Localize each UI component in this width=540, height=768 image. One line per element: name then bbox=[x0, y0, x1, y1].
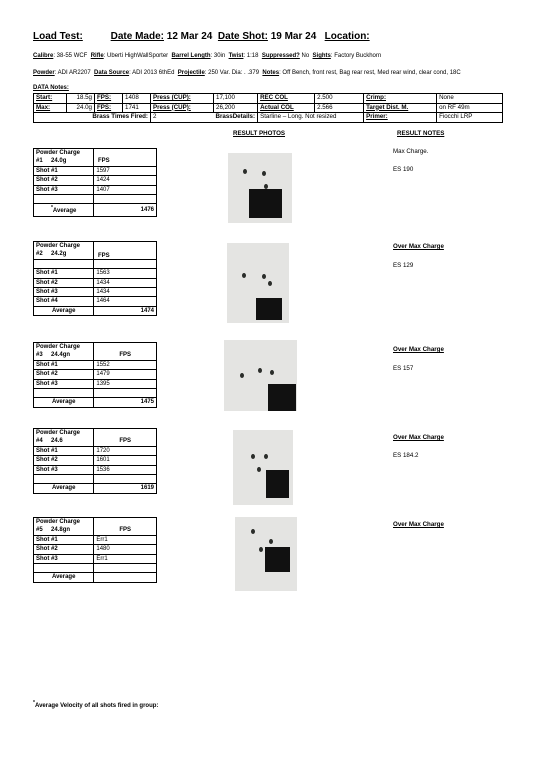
fps-header: FPS bbox=[98, 253, 110, 259]
average-marker: * bbox=[50, 205, 53, 212]
shot-label: Shot #3 bbox=[34, 288, 94, 297]
charge-group-5-table bbox=[33, 517, 157, 583]
shot-fps: 1407 bbox=[94, 185, 157, 194]
projectile-label: Projectile bbox=[177, 70, 205, 76]
max-row bbox=[34, 103, 503, 113]
data-notes-label: DATA Notes: bbox=[33, 85, 69, 91]
max-fps-label: FPS: bbox=[95, 103, 123, 113]
shot-label: Shot #2 bbox=[34, 456, 94, 465]
primer-value: Fiocchi LRP bbox=[437, 113, 503, 123]
sights-value: : Factory Buckhorn bbox=[330, 53, 382, 59]
shot-fps: 1424 bbox=[94, 176, 157, 185]
start-press: 17,100 bbox=[214, 94, 258, 104]
start-press-label: Press (CUP): bbox=[151, 94, 214, 104]
shot-fps: Err1 bbox=[94, 554, 157, 563]
actual-col-label: Actual COL bbox=[258, 103, 315, 113]
max-press: 26,200 bbox=[214, 103, 258, 113]
notes-label: Notes bbox=[262, 70, 280, 76]
max-press-label: Press (CUP): bbox=[151, 103, 214, 113]
group-number: #5 bbox=[36, 527, 43, 534]
target-photo-1 bbox=[228, 153, 292, 223]
shot-label: Shot #3 bbox=[34, 465, 94, 474]
calibre-label: Calibre bbox=[33, 53, 54, 59]
start-row bbox=[34, 94, 503, 104]
brass-details-label: BrassDetails: bbox=[214, 113, 258, 123]
group-3-note-es: ES 157 bbox=[393, 365, 414, 372]
date-made-label: Date Made: bbox=[110, 31, 164, 42]
average-fps: 1619 bbox=[94, 484, 157, 493]
barrel-length-label: Barrel Length bbox=[171, 53, 211, 59]
shot-fps: 1597 bbox=[94, 166, 157, 175]
shot-label: Shot #2 bbox=[34, 176, 94, 185]
data-source-label: Data Source bbox=[94, 70, 130, 76]
result-notes-label: RESULT NOTES bbox=[397, 130, 445, 137]
rec-col-label: REC COL bbox=[258, 94, 315, 104]
document-title bbox=[33, 31, 370, 42]
average-label: Average bbox=[52, 208, 77, 215]
shot-label: Shot #3 bbox=[34, 379, 94, 388]
shot-fps: 1434 bbox=[94, 278, 157, 287]
twist-value: : 1:18 bbox=[243, 53, 259, 59]
target-dist-value: on RF 49m bbox=[437, 103, 503, 113]
shot-fps: 1552 bbox=[94, 360, 157, 369]
target-photo-3 bbox=[224, 340, 297, 411]
brass-row bbox=[34, 113, 503, 123]
group-number: #2 bbox=[36, 251, 43, 258]
projectile-value: : 250 Var. Dia: . .379 bbox=[204, 70, 260, 76]
shot-fps: 1536 bbox=[94, 465, 157, 474]
start-fps-label: FPS: bbox=[95, 94, 123, 104]
group-3-note-title: Over Max Charge bbox=[393, 346, 444, 353]
group-charge-label: Powder Charge bbox=[34, 518, 94, 527]
result-notes-header bbox=[397, 130, 444, 137]
target-photo-2 bbox=[227, 243, 289, 323]
start-label: Start: bbox=[34, 94, 67, 104]
rifle-info-line bbox=[33, 53, 381, 59]
group-charge: 24.0g bbox=[51, 158, 67, 165]
shot-fps: 1601 bbox=[94, 456, 157, 465]
load-data-table bbox=[33, 93, 503, 123]
average-label: Average bbox=[34, 306, 94, 315]
rifle-label: Rifle bbox=[90, 53, 104, 59]
shot-label: Shot #1 bbox=[34, 166, 94, 175]
group-charge-label: Powder Charge bbox=[34, 149, 94, 158]
primer-label: Primer: bbox=[364, 113, 437, 123]
charge-group-4-table bbox=[33, 428, 157, 494]
group-4-note-es: ES 184.2 bbox=[393, 452, 419, 459]
charge-group-3-table bbox=[33, 342, 157, 408]
footer-text: Average Velocity of all shots fired in group: bbox=[34, 703, 159, 709]
shot-fps: 1434 bbox=[94, 288, 157, 297]
brass-times-label: Brass Times Fired: bbox=[34, 113, 151, 123]
barrel-length-value: : 30in bbox=[210, 53, 226, 59]
start-charge: 18.5g bbox=[67, 94, 95, 104]
sights-label: Sights bbox=[312, 53, 331, 59]
location-label: Location: bbox=[324, 31, 370, 42]
shot-fps: 1720 bbox=[94, 446, 157, 455]
shot-label: Shot #2 bbox=[34, 278, 94, 287]
average-fps bbox=[94, 573, 157, 582]
group-charge-label: Powder Charge bbox=[34, 429, 94, 438]
notes-value: : Off Bench, front rest, Bag rear rest, Med rear wind, clear cond, 18C bbox=[279, 70, 461, 76]
crimp-value: None bbox=[437, 94, 503, 104]
actual-col: 2.566 bbox=[315, 103, 364, 113]
shot-fps: 1464 bbox=[94, 297, 157, 306]
group-charge-label: Powder Charge bbox=[34, 242, 94, 251]
date-made-value: 12 Mar 24 bbox=[166, 31, 213, 42]
load-test-label: Load Test: bbox=[33, 31, 83, 42]
average-fps: 1476 bbox=[94, 204, 157, 216]
group-charge: 24.8gn bbox=[51, 527, 71, 534]
brass-times-value: 2 bbox=[151, 113, 214, 123]
group-charge-label: Powder Charge bbox=[34, 343, 94, 352]
shot-label: Shot #2 bbox=[34, 370, 94, 379]
footer-note bbox=[33, 700, 158, 709]
shot-label: Shot #2 bbox=[34, 545, 94, 554]
target-photo-5 bbox=[235, 517, 297, 591]
date-shot-value: 19 Mar 24 bbox=[270, 31, 317, 42]
shot-label: Shot #4 bbox=[34, 297, 94, 306]
powder-label: Powder bbox=[33, 70, 55, 76]
twist-label: Twist bbox=[228, 53, 244, 59]
group-charge: 24.2g bbox=[51, 251, 67, 258]
charge-group-1-table bbox=[33, 148, 157, 217]
group-4-note-title: Over Max Charge bbox=[393, 434, 444, 441]
result-photos-label: RESULT PHOTOS bbox=[233, 130, 286, 137]
shot-label: Shot #3 bbox=[34, 185, 94, 194]
group-2-note-title: Over Max Charge bbox=[393, 243, 444, 250]
average-fps: 1474 bbox=[94, 306, 157, 315]
charge-group-2-table bbox=[33, 241, 157, 316]
suppressed-label: Suppressed? bbox=[261, 53, 300, 59]
max-charge: 24.0g bbox=[67, 103, 95, 113]
brass-details-value: Starline – Long. Not resized bbox=[258, 113, 364, 123]
group-number: #1 bbox=[36, 158, 43, 165]
shot-fps: 1563 bbox=[94, 269, 157, 278]
date-shot-label: Date Shot: bbox=[217, 31, 268, 42]
crimp-label: Crimp: bbox=[364, 94, 437, 104]
data-source-value: : ADI 2013 6thEd bbox=[129, 70, 175, 76]
rifle-value: : Uberti HighWallSporter bbox=[103, 53, 169, 59]
shot-fps: 1480 bbox=[94, 545, 157, 554]
target-photo-4 bbox=[233, 430, 293, 505]
calibre-value: : 38-55 WCF bbox=[53, 53, 88, 59]
group-2-note-es: ES 129 bbox=[393, 262, 414, 269]
shot-label: Shot #1 bbox=[34, 360, 94, 369]
footer-marker: * bbox=[33, 700, 35, 706]
average-fps: 1475 bbox=[94, 398, 157, 407]
group-charge: 24.4gn bbox=[51, 352, 71, 359]
fps-header: FPS bbox=[94, 437, 157, 446]
powder-value: : ADI AR2207 bbox=[54, 70, 91, 76]
group-1-note-title: Max Charge. bbox=[393, 148, 429, 155]
result-photos-header bbox=[233, 130, 285, 137]
shot-label: Shot #1 bbox=[34, 535, 94, 544]
fps-header: FPS bbox=[94, 526, 157, 535]
shot-label: Shot #1 bbox=[34, 269, 94, 278]
group-number: #3 bbox=[36, 352, 43, 359]
suppressed-value: No bbox=[299, 53, 310, 59]
shot-fps: 1395 bbox=[94, 379, 157, 388]
shot-label: Shot #3 bbox=[34, 554, 94, 563]
fps-header: FPS bbox=[98, 158, 110, 164]
average-label: Average bbox=[34, 484, 94, 493]
shot-fps: Err1 bbox=[94, 535, 157, 544]
shot-fps: 1479 bbox=[94, 370, 157, 379]
average-label: Average bbox=[34, 398, 94, 407]
shot-label: Shot #1 bbox=[34, 446, 94, 455]
start-fps: 1408 bbox=[123, 94, 151, 104]
group-number: #4 bbox=[36, 438, 43, 445]
group-1-note-es: ES 190 bbox=[393, 166, 414, 173]
fps-header: FPS bbox=[94, 351, 157, 360]
group-charge: 24.6 bbox=[51, 438, 63, 445]
group-5-note-title: Over Max Charge bbox=[393, 521, 444, 528]
max-fps: 1741 bbox=[123, 103, 151, 113]
average-label: Average bbox=[34, 573, 94, 582]
target-dist-label: Target Dist. M. bbox=[364, 103, 437, 113]
rec-col: 2.500 bbox=[315, 94, 364, 104]
load-info-line bbox=[33, 70, 461, 76]
max-label: Max: bbox=[34, 103, 67, 113]
